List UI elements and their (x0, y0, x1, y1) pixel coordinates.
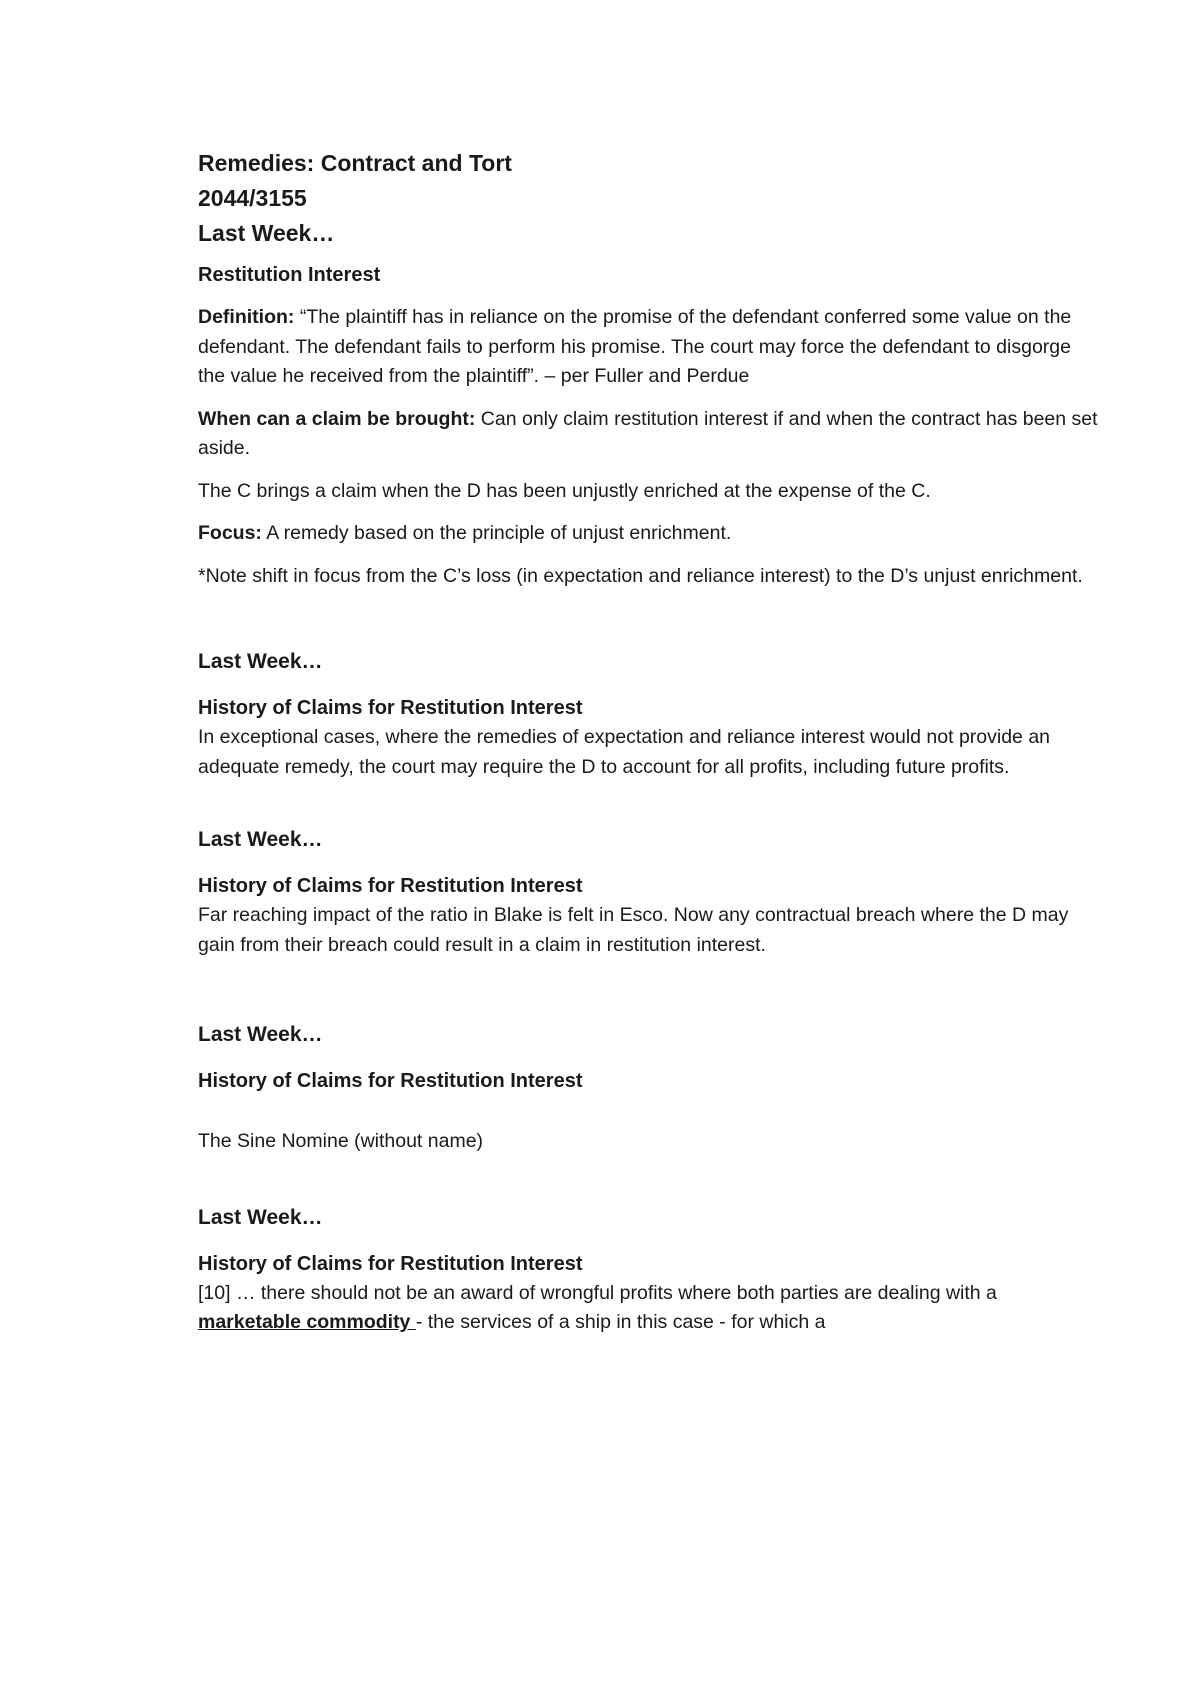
section-heading-last-week: Last Week… (198, 828, 323, 851)
document-page (198, 146, 1098, 1338)
underlined-term: marketable commodity (198, 1311, 416, 1333)
focus-paragraph (198, 519, 1098, 549)
focus-text: A remedy based on the principle of unjust enrichment. (261, 522, 732, 544)
section-subheading: History of Claims for Restitution Interest (198, 1252, 583, 1275)
section-text: In exceptional cases, where the remedies of expectation and reliance interest would not provide an adequate remedy, the court may require the D to account for all profits, including future profits. (198, 726, 1051, 778)
section-text (198, 1279, 1098, 1338)
course-code: 2044/3155 (198, 185, 307, 211)
document-subtitle: Last Week… (198, 220, 335, 246)
section-subheading: History of Claims for Restitution Interest (198, 697, 583, 719)
section-text: The Sine Nomine (without name) (198, 1130, 484, 1152)
section-subheading: History of Claims for Restitution Interest (198, 1070, 583, 1092)
when-paragraph (198, 405, 1098, 464)
quote-text: [10] … there should not be an award of wrongful profits where both parties are dealing with a (198, 1281, 997, 1304)
section-heading-last-week: Last Week… (198, 1205, 323, 1229)
definition-text: “The plaintiff has in reliance on the promise of the defendant conferred some value on the defendant. The defendant fails to perform his promise. The court may force the defendant to disgorge the value he received from the plaintiff”. – per Fuller and Perdue (198, 306, 1072, 387)
note-paragraph: *Note shift in focus from the C’s loss (in expectation and reliance interest) to the D’s unjust enrichment. (198, 564, 1083, 587)
section-heading-last-week: Last Week… (198, 650, 323, 673)
when-text: Can only claim restitution interest if and when the contract has been set aside. (198, 407, 1098, 459)
section-text: Far reaching impact of the ratio in Blake is felt in Esco. Now any contractual breach where the D may gain from their breach could result in a claim in restitution interest. (198, 904, 1069, 956)
document-title: Remedies: Contract and Tort (198, 150, 512, 176)
quote-text-continued: - the services of a ship in this case - for which a (415, 1311, 826, 1333)
section-heading-restitution: Restitution Interest (198, 264, 381, 286)
when-label: When can a claim be brought: (198, 407, 476, 430)
section-heading-last-week: Last Week… (198, 1023, 323, 1046)
definition-paragraph (198, 303, 1098, 392)
section-subheading: History of Claims for Restitution Interest (198, 875, 583, 897)
claim-paragraph: The C brings a claim when the D has been unjustly enriched at the expense of the C. (198, 479, 931, 502)
definition-label: Definition: (198, 306, 295, 328)
focus-label: Focus: (198, 522, 262, 544)
